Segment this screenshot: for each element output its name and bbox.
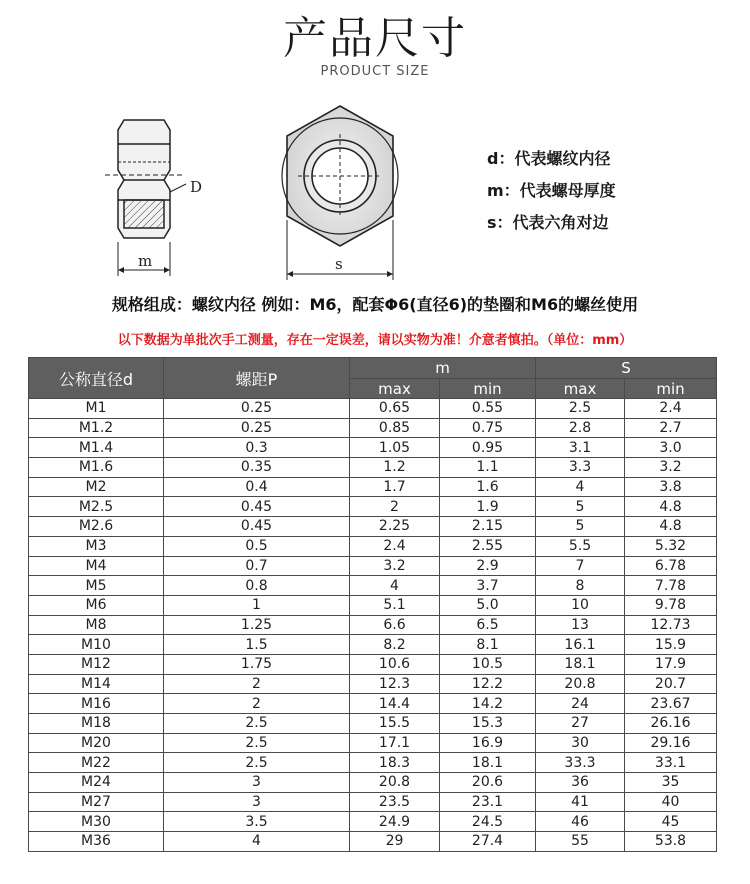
cell-nominal: M2.5 (29, 497, 164, 517)
nut-diagram (100, 100, 420, 290)
table-row (29, 654, 717, 674)
cell-s-min: 23.67 (625, 694, 717, 714)
cell-s-min: 2.7 (625, 418, 717, 438)
cell-m-min: 2.9 (440, 556, 536, 576)
header-s-min: min (625, 379, 717, 399)
dimension-legend (487, 148, 616, 244)
cell-s-min: 4.8 (625, 497, 717, 517)
cell-nominal: M27 (29, 792, 164, 812)
cell-pitch: 0.3 (164, 438, 350, 458)
cell-m-max: 0.65 (350, 399, 440, 419)
cell-s-max: 36 (536, 773, 625, 793)
cell-pitch: 1 (164, 595, 350, 615)
cell-m-min: 15.3 (440, 714, 536, 734)
cell-m-min: 20.6 (440, 773, 536, 793)
cell-nominal: M5 (29, 576, 164, 596)
cell-s-max: 41 (536, 792, 625, 812)
header-nominal-diameter: 公称直径d (29, 358, 164, 399)
cell-pitch: 2.5 (164, 714, 350, 734)
table-row (29, 674, 717, 694)
cell-s-min: 53.8 (625, 832, 717, 852)
cell-s-max: 27 (536, 714, 625, 734)
cell-m-max: 29 (350, 832, 440, 852)
cell-m-max: 5.1 (350, 595, 440, 615)
table-row (29, 399, 717, 419)
cell-nominal: M1.2 (29, 418, 164, 438)
table-row (29, 733, 717, 753)
cell-s-max: 10 (536, 595, 625, 615)
cell-s-min: 29.16 (625, 733, 717, 753)
table-row (29, 615, 717, 635)
cell-s-min: 17.9 (625, 654, 717, 674)
cell-nominal: M1.4 (29, 438, 164, 458)
cell-nominal: M1.6 (29, 458, 164, 478)
cell-s-max: 16.1 (536, 635, 625, 655)
cell-m-max: 1.7 (350, 477, 440, 497)
cell-m-max: 2.4 (350, 536, 440, 556)
table-row (29, 832, 717, 852)
cell-nominal: M10 (29, 635, 164, 655)
cell-nominal: M36 (29, 832, 164, 852)
cell-pitch: 1.5 (164, 635, 350, 655)
cell-m-min: 10.5 (440, 654, 536, 674)
cell-m-min: 1.1 (440, 458, 536, 478)
cell-m-min: 3.7 (440, 576, 536, 596)
cell-m-max: 12.3 (350, 674, 440, 694)
cell-m-max: 20.8 (350, 773, 440, 793)
cell-m-max: 1.05 (350, 438, 440, 458)
cell-pitch: 3 (164, 773, 350, 793)
table-row (29, 773, 717, 793)
table-row (29, 753, 717, 773)
label-m: m (138, 252, 153, 270)
cell-nominal: M3 (29, 536, 164, 556)
cell-pitch: 0.7 (164, 556, 350, 576)
cell-nominal: M2 (29, 477, 164, 497)
table-row (29, 576, 717, 596)
cell-nominal: M1 (29, 399, 164, 419)
cell-pitch: 4 (164, 832, 350, 852)
cell-nominal: M20 (29, 733, 164, 753)
cell-m-max: 6.6 (350, 615, 440, 635)
cell-s-max: 3.3 (536, 458, 625, 478)
cell-m-min: 8.1 (440, 635, 536, 655)
cell-m-min: 1.6 (440, 477, 536, 497)
cell-s-max: 20.8 (536, 674, 625, 694)
cell-pitch: 2.5 (164, 753, 350, 773)
cell-m-max: 0.85 (350, 418, 440, 438)
table-row (29, 792, 717, 812)
cell-m-min: 18.1 (440, 753, 536, 773)
table-row (29, 595, 717, 615)
cell-s-min: 7.78 (625, 576, 717, 596)
cell-nominal: M4 (29, 556, 164, 576)
cell-s-min: 3.2 (625, 458, 717, 478)
nut-top-view (282, 106, 398, 280)
cell-nominal: M16 (29, 694, 164, 714)
cell-s-max: 5 (536, 497, 625, 517)
header-group-m: m (350, 358, 536, 379)
cell-nominal: M24 (29, 773, 164, 793)
cell-m-min: 1.9 (440, 497, 536, 517)
cell-m-max: 1.2 (350, 458, 440, 478)
legend-item-d: d：代表螺纹内径 (487, 149, 611, 168)
cell-s-min: 3.8 (625, 477, 717, 497)
cell-m-min: 2.55 (440, 536, 536, 556)
table-row (29, 714, 717, 734)
cell-pitch: 0.5 (164, 536, 350, 556)
page-subtitle: PRODUCT SIZE (320, 64, 430, 79)
header-m-max: max (350, 379, 440, 399)
header-s-max: max (536, 379, 625, 399)
cell-m-max: 23.5 (350, 792, 440, 812)
cell-s-max: 2.5 (536, 399, 625, 419)
cell-pitch: 2 (164, 694, 350, 714)
cell-m-max: 2.25 (350, 517, 440, 537)
cell-nominal: M30 (29, 812, 164, 832)
label-d: D (190, 178, 203, 196)
spec-note: 规格组成：螺纹内径 例如：M6，配套Φ6(直径6)的垫圈和M6的螺丝使用 (111, 295, 639, 314)
cell-nominal: M8 (29, 615, 164, 635)
table-row (29, 694, 717, 714)
table-row (29, 517, 717, 537)
cell-s-max: 33.3 (536, 753, 625, 773)
table-row (29, 418, 717, 438)
cell-s-max: 5 (536, 517, 625, 537)
cell-s-min: 15.9 (625, 635, 717, 655)
cell-nominal: M18 (29, 714, 164, 734)
cell-pitch: 3 (164, 792, 350, 812)
cell-s-max: 5.5 (536, 536, 625, 556)
cell-s-max: 30 (536, 733, 625, 753)
cell-s-max: 8 (536, 576, 625, 596)
cell-pitch: 0.35 (164, 458, 350, 478)
cell-s-max: 13 (536, 615, 625, 635)
cell-m-min: 2.15 (440, 517, 536, 537)
cell-m-max: 10.6 (350, 654, 440, 674)
cell-s-min: 40 (625, 792, 717, 812)
cell-s-max: 18.1 (536, 654, 625, 674)
cell-s-max: 4 (536, 477, 625, 497)
cell-s-min: 35 (625, 773, 717, 793)
cell-m-max: 2 (350, 497, 440, 517)
cell-pitch: 2.5 (164, 733, 350, 753)
header-m-min: min (440, 379, 536, 399)
cell-s-min: 4.8 (625, 517, 717, 537)
header-pitch: 螺距P (164, 358, 350, 399)
cell-s-max: 46 (536, 812, 625, 832)
cell-s-min: 6.78 (625, 556, 717, 576)
cell-pitch: 0.45 (164, 517, 350, 537)
cell-m-min: 0.95 (440, 438, 536, 458)
cell-m-min: 16.9 (440, 733, 536, 753)
cell-m-min: 27.4 (440, 832, 536, 852)
cell-m-min: 6.5 (440, 615, 536, 635)
cell-m-min: 23.1 (440, 792, 536, 812)
cell-m-min: 5.0 (440, 595, 536, 615)
cell-s-max: 2.8 (536, 418, 625, 438)
cell-s-max: 55 (536, 832, 625, 852)
cell-s-min: 5.32 (625, 536, 717, 556)
header-group-s: S (536, 358, 717, 379)
cell-pitch: 3.5 (164, 812, 350, 832)
cell-m-min: 14.2 (440, 694, 536, 714)
cell-m-max: 15.5 (350, 714, 440, 734)
cell-nominal: M6 (29, 595, 164, 615)
cell-pitch: 0.45 (164, 497, 350, 517)
cell-s-min: 45 (625, 812, 717, 832)
legend-item-m: m：代表螺母厚度 (487, 181, 616, 200)
cell-m-max: 8.2 (350, 635, 440, 655)
table-row (29, 438, 717, 458)
cell-s-max: 7 (536, 556, 625, 576)
cell-m-min: 24.5 (440, 812, 536, 832)
cell-s-max: 3.1 (536, 438, 625, 458)
cell-nominal: M2.6 (29, 517, 164, 537)
cell-m-max: 17.1 (350, 733, 440, 753)
cell-s-max: 24 (536, 694, 625, 714)
table-row (29, 556, 717, 576)
cell-m-min: 12.2 (440, 674, 536, 694)
cell-pitch: 2 (164, 674, 350, 694)
cell-m-max: 3.2 (350, 556, 440, 576)
cell-m-max: 24.9 (350, 812, 440, 832)
cell-s-min: 33.1 (625, 753, 717, 773)
page-title: 产品尺寸 (283, 13, 467, 64)
table-row (29, 536, 717, 556)
cell-m-max: 18.3 (350, 753, 440, 773)
cell-pitch: 0.8 (164, 576, 350, 596)
cell-s-min: 3.0 (625, 438, 717, 458)
cell-pitch: 0.25 (164, 418, 350, 438)
table-row (29, 812, 717, 832)
cell-nominal: M22 (29, 753, 164, 773)
table-row (29, 635, 717, 655)
cell-s-min: 12.73 (625, 615, 717, 635)
cell-pitch: 0.4 (164, 477, 350, 497)
table-body (29, 399, 717, 852)
cell-s-min: 26.16 (625, 714, 717, 734)
cell-pitch: 1.25 (164, 615, 350, 635)
cell-nominal: M14 (29, 674, 164, 694)
cell-m-min: 0.55 (440, 399, 536, 419)
warning-note: 以下数据为单批次手工测量，存在一定误差，请以实物为准！介意者慎拍。（单位：mm） (117, 333, 633, 348)
cell-s-min: 20.7 (625, 674, 717, 694)
cell-pitch: 0.25 (164, 399, 350, 419)
cell-pitch: 1.75 (164, 654, 350, 674)
table-row (29, 477, 717, 497)
dimension-table (28, 357, 717, 852)
table-row (29, 497, 717, 517)
cell-s-min: 2.4 (625, 399, 717, 419)
legend-item-s: s：代表六角对边 (487, 213, 609, 232)
cell-m-max: 14.4 (350, 694, 440, 714)
cell-s-min: 9.78 (625, 595, 717, 615)
label-s: s (335, 255, 343, 273)
cell-m-min: 0.75 (440, 418, 536, 438)
table-row (29, 458, 717, 478)
cell-nominal: M12 (29, 654, 164, 674)
cell-m-max: 4 (350, 576, 440, 596)
